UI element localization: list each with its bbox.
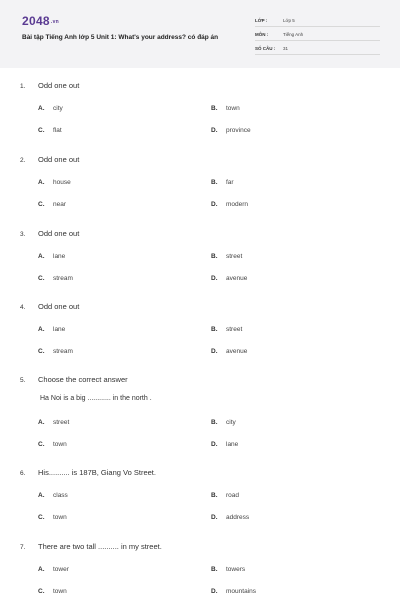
option-c[interactable] (38, 201, 66, 208)
question-text: Odd one out (38, 81, 80, 90)
header (0, 0, 400, 68)
option-d[interactable] (211, 514, 249, 521)
option-text: stream (53, 275, 73, 282)
option-c[interactable] (38, 588, 67, 595)
option-text: city (226, 419, 236, 426)
option-d[interactable] (211, 348, 247, 355)
option-letter: B. (211, 492, 218, 499)
option-a[interactable] (38, 253, 65, 260)
question-text: His.......... is 187B, Giang Vo Street. (38, 468, 156, 477)
option-text: flat (53, 127, 62, 134)
option-text: lane (53, 253, 66, 260)
option-text: town (53, 588, 67, 595)
logo[interactable] (22, 14, 59, 28)
question-text: Odd one out (38, 229, 80, 238)
option-b[interactable] (211, 179, 234, 186)
question-number: 4. (20, 304, 26, 311)
option-letter: D. (211, 588, 218, 595)
option-letter: C. (38, 441, 45, 448)
option-text: avenue (226, 348, 248, 355)
option-text: house (53, 179, 71, 186)
question-number: 5. (20, 377, 26, 384)
question-sentence: Ha Noi is a big ............ in the north . (40, 395, 152, 402)
meta-row-subject (255, 28, 380, 41)
question-5 (20, 375, 380, 448)
option-text: stream (53, 348, 73, 355)
option-b[interactable] (211, 326, 242, 333)
option-c[interactable] (38, 348, 73, 355)
meta-row-grade (255, 14, 380, 27)
option-letter: A. (38, 419, 45, 426)
option-c[interactable] (38, 275, 73, 282)
option-letter: B. (211, 566, 218, 573)
question-7 (20, 542, 380, 595)
option-letter: D. (211, 201, 218, 208)
option-text: city (53, 105, 63, 112)
option-text: address (226, 514, 250, 521)
question-3 (20, 229, 380, 282)
option-c[interactable] (38, 127, 62, 134)
option-a[interactable] (38, 326, 65, 333)
option-a[interactable] (38, 179, 71, 186)
question-number: 3. (20, 231, 26, 238)
option-a[interactable] (38, 566, 69, 573)
question-1 (20, 81, 380, 134)
question-2 (20, 155, 380, 208)
option-letter: A. (38, 326, 45, 333)
option-text: lane (53, 326, 66, 333)
option-letter: B. (211, 179, 218, 186)
question-text: There are two tall .......... in my street. (38, 542, 162, 551)
option-d[interactable] (211, 275, 247, 282)
option-letter: B. (211, 419, 218, 426)
option-text: province (226, 127, 251, 134)
option-text: road (226, 492, 240, 499)
question-number: 6. (20, 470, 26, 477)
option-text: town (226, 105, 240, 112)
option-letter: C. (38, 514, 45, 521)
option-d[interactable] (211, 441, 238, 448)
option-a[interactable] (38, 492, 68, 499)
option-letter: D. (211, 127, 218, 134)
option-d[interactable] (211, 201, 248, 208)
option-d[interactable] (211, 588, 256, 595)
option-letter: A. (38, 492, 45, 499)
option-letter: C. (38, 201, 45, 208)
option-b[interactable] (211, 105, 240, 112)
option-letter: B. (211, 253, 218, 260)
option-letter: C. (38, 275, 45, 282)
option-letter: D. (211, 275, 218, 282)
option-letter: A. (38, 105, 45, 112)
option-text: street (53, 419, 70, 426)
option-letter: D. (211, 514, 218, 521)
meta-label: MÔN : (255, 31, 269, 37)
question-6 (20, 468, 380, 521)
option-text: street (226, 326, 243, 333)
option-letter: A. (38, 566, 45, 573)
meta-value: Lớp 5 (283, 17, 295, 23)
meta-label: LỚP : (255, 17, 268, 23)
question-number: 2. (20, 157, 26, 164)
option-text: street (226, 253, 243, 260)
logo-text: 2048 (22, 14, 50, 28)
option-text: class (53, 492, 68, 499)
option-letter: A. (38, 253, 45, 260)
option-text: far (226, 179, 234, 186)
option-a[interactable] (38, 419, 69, 426)
document-title: Bài tập Tiếng Anh lớp 5 Unit 1: What's your address? có đáp án (22, 34, 219, 41)
question-number: 7. (20, 544, 26, 551)
option-text: near (53, 201, 67, 208)
meta-label: SỐ CÂU : (255, 45, 276, 51)
question-number: 1. (20, 83, 26, 90)
logo-suffix: .vn (50, 18, 60, 25)
meta-value: Tiếng Anh (283, 31, 304, 37)
option-d[interactable] (211, 127, 251, 134)
option-text: town (53, 514, 67, 521)
option-text: town (53, 441, 67, 448)
option-b[interactable] (211, 566, 245, 573)
meta-row-count (255, 42, 380, 55)
question-text: Choose the correct answer (38, 375, 128, 384)
option-letter: C. (38, 127, 45, 134)
option-b[interactable] (211, 419, 236, 426)
option-c[interactable] (38, 441, 67, 448)
question-text: Odd one out (38, 155, 80, 164)
option-text: lane (226, 441, 239, 448)
option-letter: C. (38, 348, 45, 355)
option-text: mountains (226, 588, 256, 595)
option-letter: D. (211, 348, 218, 355)
option-letter: B. (211, 326, 218, 333)
meta-info (255, 14, 380, 56)
question-text: Odd one out (38, 302, 80, 311)
meta-value: 31 (283, 45, 289, 51)
option-text: tower (53, 566, 69, 573)
option-letter: B. (211, 105, 218, 112)
option-c[interactable] (38, 514, 67, 521)
option-b[interactable] (211, 492, 239, 499)
option-text: modern (226, 201, 249, 208)
option-text: towers (226, 566, 246, 573)
option-a[interactable] (38, 105, 63, 112)
option-letter: A. (38, 179, 45, 186)
option-letter: C. (38, 588, 45, 595)
option-text: avenue (226, 275, 248, 282)
question-4 (20, 302, 380, 355)
option-b[interactable] (211, 253, 242, 260)
option-letter: D. (211, 441, 218, 448)
